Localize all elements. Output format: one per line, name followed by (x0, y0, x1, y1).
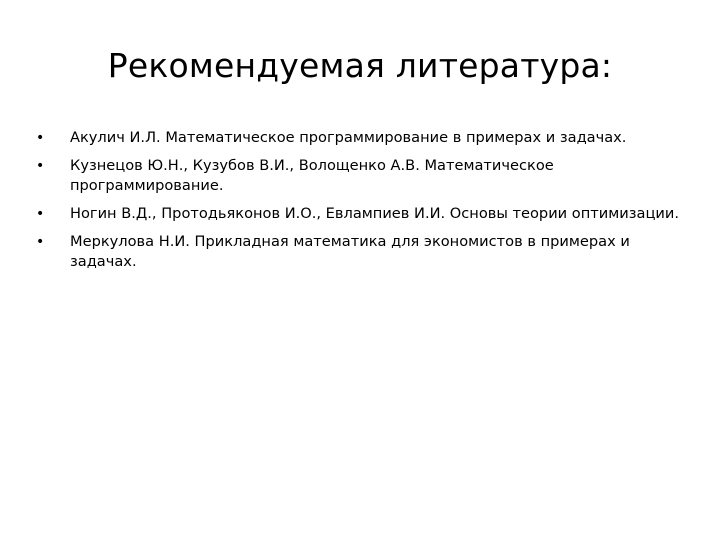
reference-item (36, 204, 686, 224)
reference-item (36, 156, 686, 196)
reference-text: Кузнецов Ю.Н., Кузубов В.И., Волощенко А.В. Математическое программирование. (70, 157, 554, 194)
bullet-icon: • (36, 130, 45, 146)
reference-list (36, 128, 686, 280)
reference-item (36, 128, 686, 148)
bullet-icon: • (36, 158, 45, 174)
bullet-icon: • (36, 234, 45, 250)
reference-text: Ногин В.Д., Протодьяконов И.О., Евлампиев И.И. Основы теории оптимизации. (70, 205, 679, 222)
reference-item (36, 232, 686, 272)
reference-text: Акулич И.Л. Математическое программирование в примерах и задачах. (70, 129, 627, 146)
bullet-icon: • (36, 206, 45, 222)
reference-text: Меркулова Н.И. Прикладная математика для экономистов в примерах и задачах. (70, 233, 630, 270)
slide-title: Рекомендуемая литература: (107, 46, 613, 86)
